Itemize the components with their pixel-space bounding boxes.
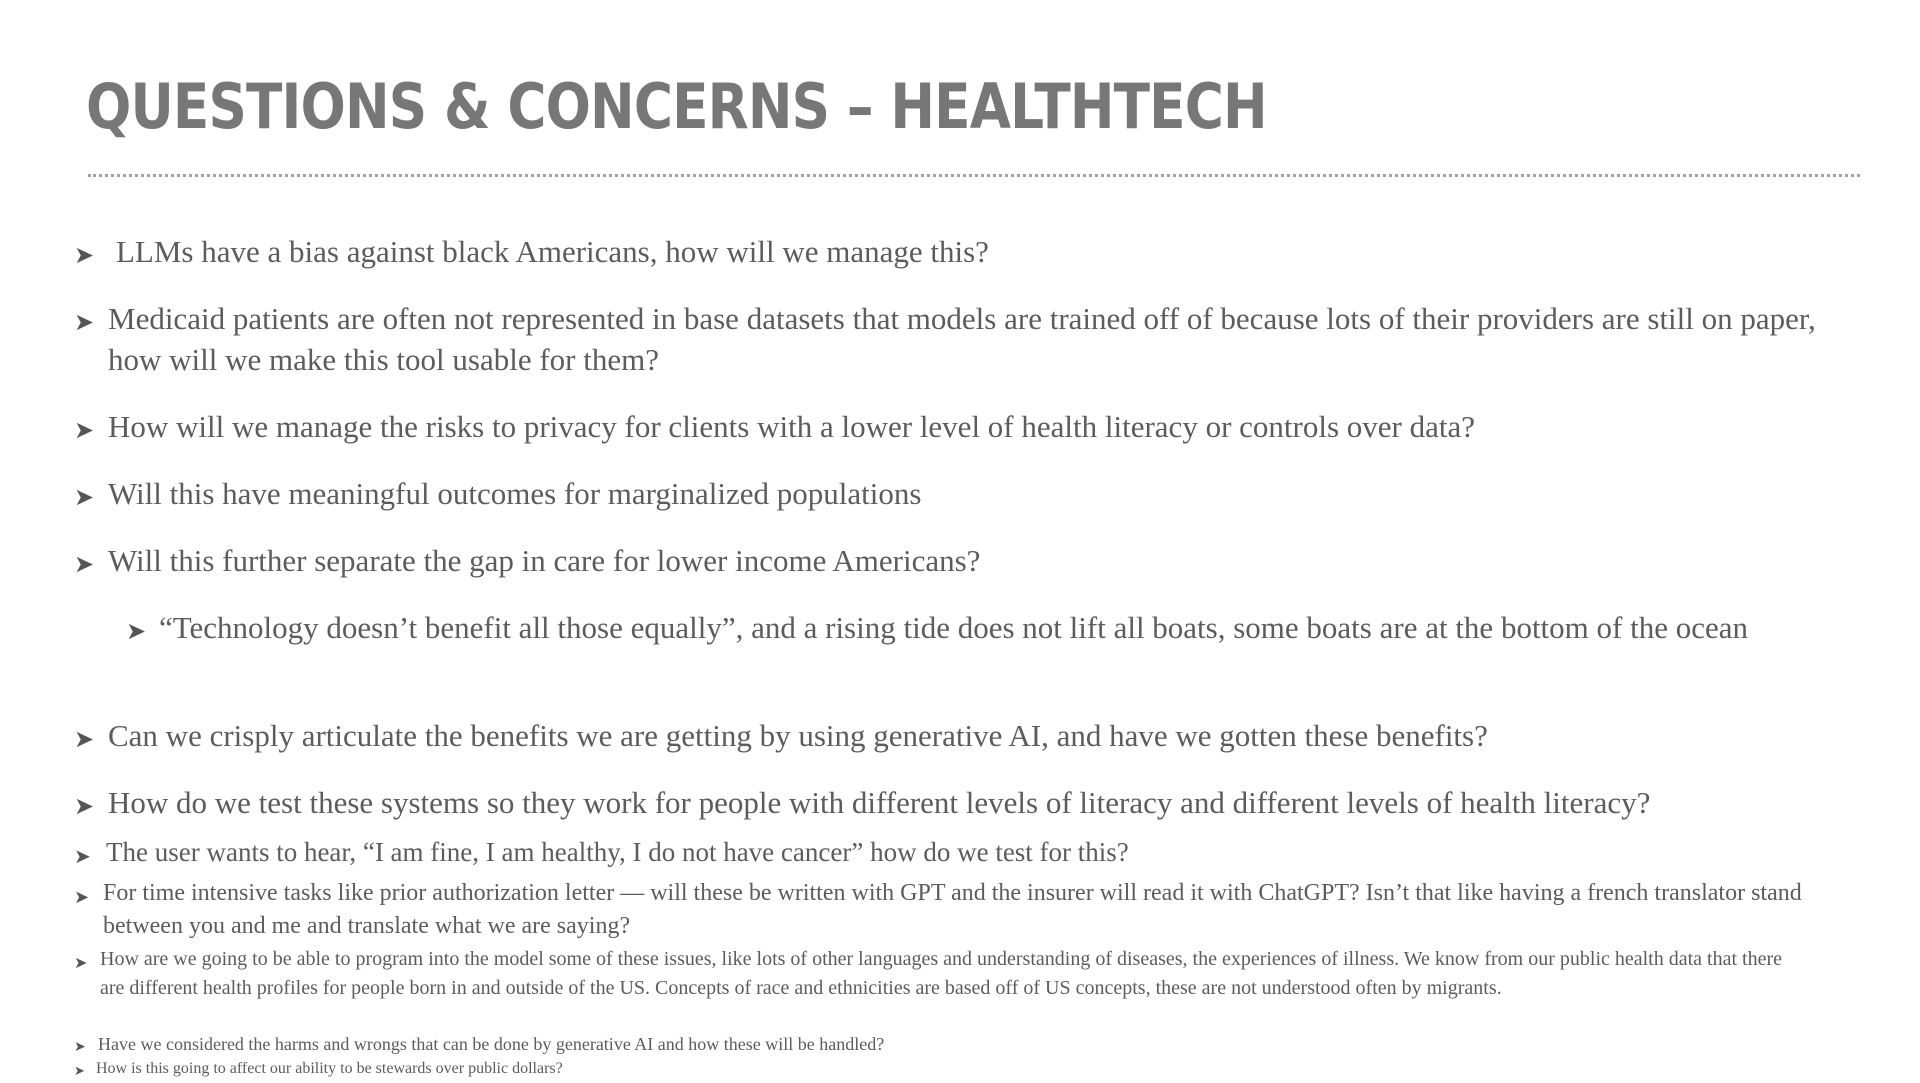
- bullet-text: Medicaid patients are often not represented in base datasets that models are trained off of because lots of their providers are still on paper, how will we make this tool usable for them?: [108, 301, 1816, 377]
- bullet-text: LLMs have a bias against black Americans, how will we manage this?: [116, 234, 989, 269]
- bullet-arrow-icon: ➤: [74, 844, 91, 868]
- list-item: [74, 298, 1874, 380]
- bullet-text: Will this have meaningful outcomes for marginalized populations: [108, 476, 922, 511]
- bullet-arrow-icon: ➤: [126, 617, 147, 645]
- list-item: [74, 782, 1874, 823]
- list-item: [74, 945, 1794, 1003]
- bullet-text: Will this further separate the gap in care for lower income Americans?: [108, 543, 981, 578]
- bullet-text: How is this going to affect our ability to be stewards over public dollars?: [96, 1060, 563, 1077]
- list-item: [74, 715, 1874, 756]
- bullet-arrow-icon: ➤: [74, 483, 95, 511]
- bullet-text: Can we crisply articulate the benefits we are getting by using generative AI, and have we gotten these benefits?: [108, 718, 1488, 753]
- list-item: [74, 540, 1874, 581]
- bullet-text: How do we test these systems so they work for people with different levels of literacy and different levels of health literacy?: [108, 785, 1651, 820]
- bullet-arrow-icon: ➤: [74, 887, 90, 908]
- bullet-arrow-icon: ➤: [74, 241, 95, 269]
- list-item: [126, 607, 1826, 648]
- title-divider: [88, 174, 1860, 177]
- list-item: [74, 473, 1874, 514]
- bullet-text: “Technology doesn’t benefit all those equally”, and a rising tide does not lift all boats, some boats are at the bottom of the ocean: [159, 610, 1749, 645]
- bullet-text: Have we considered the harms and wrongs that can be done by generative AI and how these will be handled?: [98, 1034, 885, 1054]
- bullet-arrow-icon: ➤: [74, 550, 95, 578]
- list-item: [74, 877, 1854, 943]
- list-item: [74, 1032, 1874, 1056]
- bullet-arrow-icon: ➤: [74, 308, 95, 336]
- bullet-arrow-icon: ➤: [74, 725, 95, 753]
- bullet-arrow-icon: ➤: [74, 1064, 85, 1079]
- bullet-text: For time intensive tasks like prior authorization letter — will these be written with GPT and the insurer will read it with ChatGPT? Isn’t that like having a french translator stand between you and me and translate what we are saying?: [103, 880, 1802, 939]
- bullet-arrow-icon: ➤: [74, 792, 95, 820]
- bullet-text: How will we manage the risks to privacy for clients with a lower level of health literacy or controls over data?: [108, 409, 1475, 444]
- list-item: [74, 1058, 1874, 1080]
- bullet-arrow-icon: ➤: [74, 1039, 86, 1055]
- list-item: [74, 406, 1874, 447]
- bullet-arrow-icon: ➤: [74, 953, 88, 972]
- bullet-text: How are we going to be able to program into the model some of these issues, like lots of other languages and understanding of diseases, the experiences of illness. We know from our public health data that there are different health profiles for people born in and outside of the US. Concepts of race and ethnicities are based off of US concepts, these are not understood often by migrants.: [100, 948, 1783, 999]
- bullet-text: The user wants to hear, “I am fine, I am healthy, I do not have cancer” how do we test for this?: [106, 837, 1129, 867]
- slide-title: QUESTIONS & CONCERNS – HEALTHTECH: [86, 70, 1267, 143]
- list-item: [74, 231, 1874, 272]
- bullet-arrow-icon: ➤: [74, 416, 95, 444]
- list-item: [74, 835, 1874, 869]
